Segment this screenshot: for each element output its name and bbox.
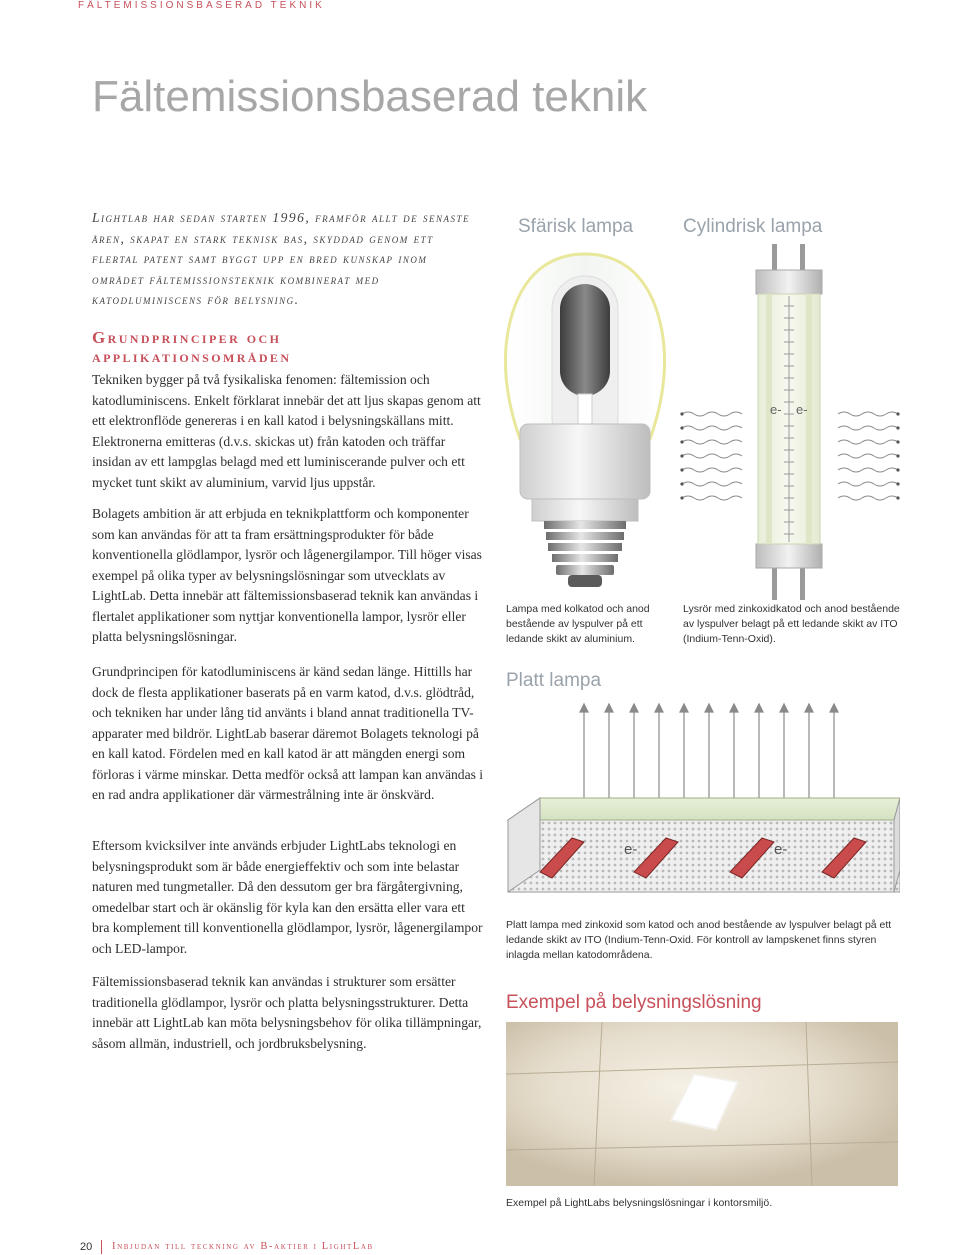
page-number: 20 [80,1241,93,1253]
cylindrical-lamp-title: Cylindrisk lampa [683,216,823,237]
page-title: Fältemissionsbaserad teknik [92,72,648,121]
spherical-lamp-title: Sfärisk lampa [518,216,634,237]
body-paragraph: Eftersom kvicksilver inte används erbjuder LightLabs teknologi en belysningsprodukt som är både energieffektiv och som inte belastar naturen med tungmetaller. Då den dessutom ger bra färgåtergivning, omedelbar start och är okänslig för kyla kan den ersätta eller vara ett bra komplement till konventionella glödlampor, lysrör, lågenergilampor och LED-lampor. [92,838,483,956]
cylindrical-lamp-illustration [678,244,904,600]
electron-label: e- [774,841,788,858]
ceiling-illustration [506,1022,898,1186]
running-header: FÄLTEMISSIONSBASERAD TEKNIK [78,0,325,11]
body-paragraph: Fältemissionsbaserad teknik kan användas i strukturer som ersätter traditionella glödlampor, lysrör och platta belysningsstrukturer. Detta innebär att LightLab kan möta belysningsbehov för olika tillämpningar, såsom allmän, industriell, och jordbruksbelysning. [92,974,482,1051]
body-paragraph: Grundprincipen för katodluminiscens är känd sedan länge. Hittills har dock de flesta applikationer baserats på en varm katod, d.v.s. glödtråd, och tekniken har under lång tid använts i bland annat traditionella TV-apparater med bildrör. LightLab baserar däremot Bolagets teknologi på en kall katod. Fördelen med en kall katod är att mängden energi som förloras i värme minskar. Detta medför också att lampan kan användas i en rad andra applikationer där värmestrålning inte är önskvärd. [92,664,484,802]
footer-divider [101,1240,102,1254]
body-paragraph: Tekniken bygger på två fysikaliska fenomen: fältemission och katodluminiscens. Enkelt förklarat innebär det att ljus skapas genom att ett elektronflöde genereras i en kall katod i belysningskällans mitt. Elektronerna emitteras (d.v.s. skickas ut) från katoden och träffar insidan av ett lampglas belagd med ett luminiscerande pulver och ett mycket tunt skikt av aluminium, varvid ljus uppstår. [92,372,481,490]
flat-lamp-title: Platt lampa [506,670,602,691]
office-lighting-photo [506,1022,898,1186]
lead-paragraph: Lightlab har sedan starten 1996, framför allt de senaste åren, skapat en stark teknisk bas, skyddad genom ett flertal patent samt byggt upp en bred kunskap inom området fältemissionsteknik kombinerat med katodluminiscens för belysning. [92,210,471,307]
example-title: Exempel på belysningslösning [506,992,762,1013]
spherical-lamp-caption: Lampa med kolkatod och anod bestående av lyspulver på ett ledande skikt av aluminium. [506,603,650,645]
footer-text: Inbjudan till teckning av B-aktier i LightLab [112,1241,374,1252]
electron-label: e- [624,841,638,858]
flat-lamp-caption: Platt lampa med zinkoxid som katod och anod bestående av lyspulver belagt på ett ledande skikt av ITO (Indium-Tenn-Oxid. För kontroll av lampskenet finns styren inlagda mellan katodområdena. [506,919,892,961]
electron-label: e- [796,402,808,417]
section-heading: Grundprinciper och applikationsområden [92,328,292,366]
flat-lamp-illustration [504,700,900,900]
cylindrical-lamp-caption: Lysrör med zinkoxidkatod och anod bestående av lyspulver belagt på ett ledande skikt av ITO (Indium-Tenn-Oxid). [683,603,900,645]
example-caption: Exempel på LightLabs belysningslösningar i kontorsmiljö. [506,1197,773,1209]
electron-label: e- [770,402,782,417]
body-paragraph: Bolagets ambition är att erbjuda en teknikplattform och komponenter som kan användas för att ta fram ersättningsprodukter för både konventionella glödlampor, lysrör och lågenergilampor. Till höger visas exempel på olika typer av belysningslösningar som utvecklats av LightLab. Detta innebär att fältemissionsbaserad teknik kan användas i flertalet applikationer som nyttjar konventionella lampor, lysrör eller platta belysningslösningar. [92,506,482,644]
spherical-lamp-illustration [500,244,670,600]
